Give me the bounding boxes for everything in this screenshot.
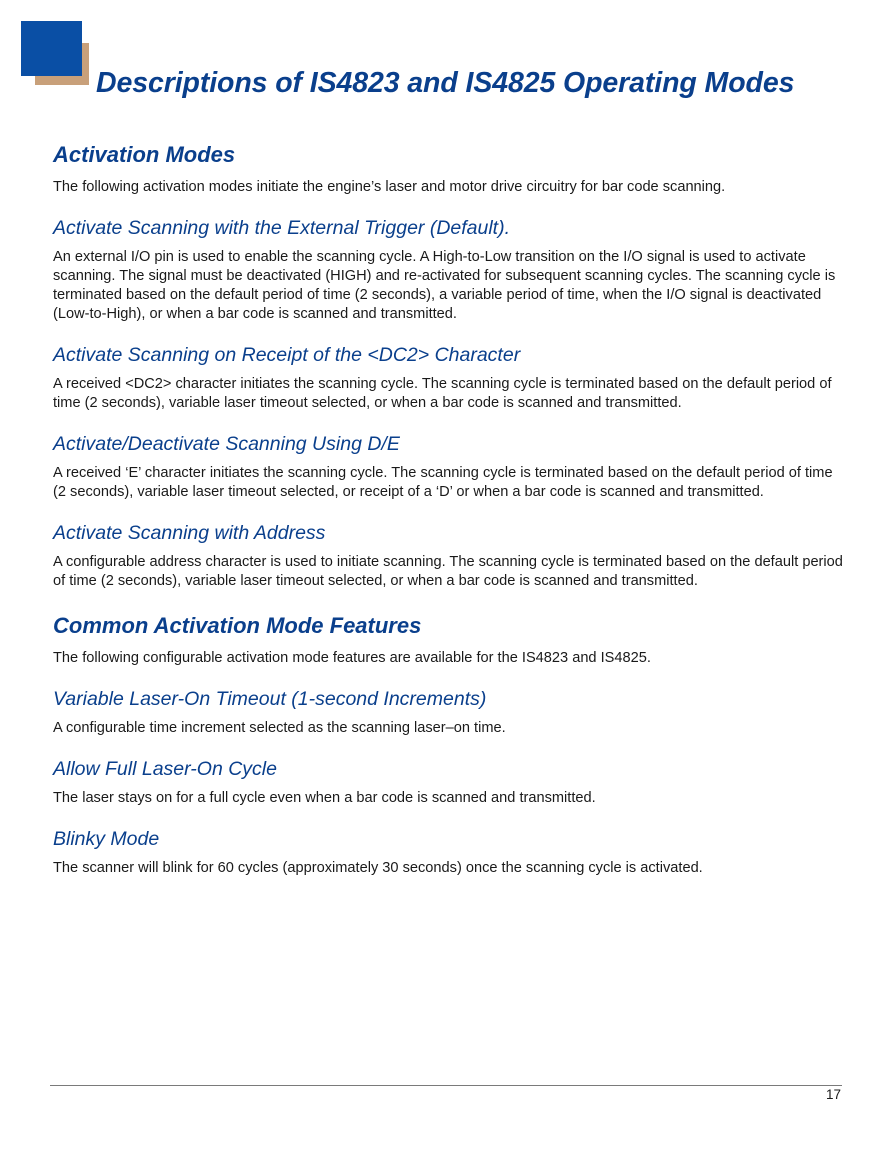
subsection-heading: Activate Scanning with Address xyxy=(53,522,326,544)
subsection-full-laser-cycle xyxy=(53,756,843,808)
subsection-body: The laser stays on for a full cycle even when a bar code is scanned and transmitted. xyxy=(53,790,596,806)
subsection-body: An external I/O pin is used to enable the scanning cycle. A High-to-Low transition on the I/O signal is used to activate scanning. The signal must be deactivated (HIGH) and re-activated for subsequent scanning cycles. The scanning cycle is terminated based on the default period of time (2 seconds), a variable period of time, when the I/O signal is deactivated (Low-to-High), or when a bar code is scanned and transmitted. xyxy=(53,249,836,322)
subsection-heading: Allow Full Laser-On Cycle xyxy=(53,758,277,780)
section-intro: The following activation modes initiate the engine’s laser and motor drive circuitry for bar code scanning. xyxy=(53,179,726,195)
subsection-heading: Variable Laser-On Timeout (1-second Increments) xyxy=(53,688,487,710)
section-activation-modes xyxy=(53,140,843,591)
subsection-heading: Activate Scanning with the External Trigger (Default). xyxy=(53,217,511,239)
subsection-variable-laser-timeout xyxy=(53,686,843,738)
subsection-blinky-mode xyxy=(53,826,843,878)
section-heading: Activation Modes xyxy=(53,142,236,167)
subsection-external-trigger xyxy=(53,215,843,324)
subsection-body: A received <DC2> character initiates the scanning cycle. The scanning cycle is terminated based on the default period of time (2 seconds), variable laser timeout selected, or when a bar code is scanned and transmitted. xyxy=(53,376,832,411)
subsection-heading: Activate Scanning on Receipt of the <DC2> Character xyxy=(53,344,521,366)
page-title: Descriptions of IS4823 and IS4825 Operating Modes xyxy=(96,67,795,99)
subsection-body: A configurable time increment selected as the scanning laser–on time. xyxy=(53,720,506,736)
subsection-heading: Blinky Mode xyxy=(53,828,160,850)
subsection-d-e-scanning xyxy=(53,431,843,502)
subsection-body: A received ‘E’ character initiates the scanning cycle. The scanning cycle is terminated based on the default period of time (2 seconds), variable laser timeout selected, or receipt of a ‘D’ or when a bar code is scanned and transmitted. xyxy=(53,465,833,500)
section-heading: Common Activation Mode Features xyxy=(53,613,422,638)
footer-divider xyxy=(50,1085,842,1086)
page-number: 17 xyxy=(825,1087,841,1102)
subsection-dc2-character xyxy=(53,342,843,413)
section-common-features xyxy=(53,611,843,878)
subsection-heading: Activate/Deactivate Scanning Using D/E xyxy=(53,433,400,455)
subsection-body: The scanner will blink for 60 cycles (approximately 30 seconds) once the scanning cycle is activated. xyxy=(53,860,703,876)
subsection-body: A configurable address character is used to initiate scanning. The scanning cycle is terminated based on the default period of time (2 seconds), variable laser timeout selected, or when a bar code is scanned and transmitted. xyxy=(53,554,843,589)
logo-block xyxy=(21,21,82,76)
page-content xyxy=(53,140,843,878)
section-intro: The following configurable activation mode features are available for the IS4823 and IS4825. xyxy=(53,650,651,666)
subsection-address-scanning xyxy=(53,520,843,591)
